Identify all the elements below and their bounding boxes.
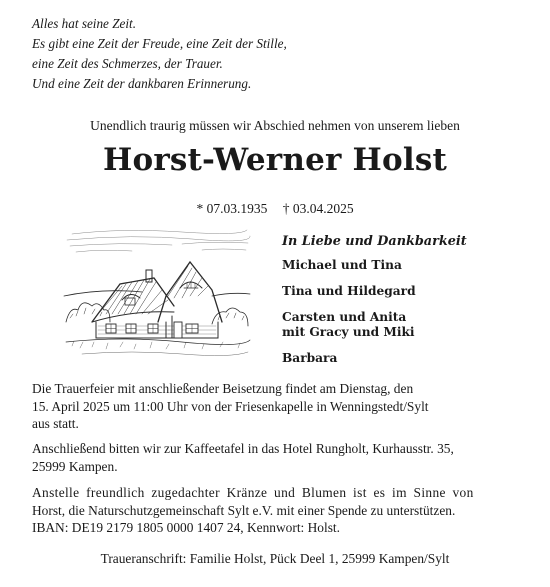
mourner-line: Tina und Hildegard: [282, 284, 416, 298]
mourners-heading: In Liebe und Dankbarkeit: [282, 234, 467, 249]
coffee-line-2: 25999 Kampen.: [32, 458, 118, 474]
donation-line-3: IBAN: DE19 2179 1805 0000 1407 24, Kennwort: Holst.: [32, 520, 340, 535]
mourning-address: Traueranschrift: Familie Holst, Pück Deel 1, 25999 Kampen/Sylt: [100, 551, 450, 566]
poem-line-1: Alles hat seine Zeit.: [32, 16, 137, 31]
poem-line-4: Und eine Zeit der dankbaren Erinnerung.: [32, 76, 252, 91]
mourner-line: Carsten und Anita: [282, 310, 407, 324]
coffee-info: [32, 440, 518, 475]
mourner-group-2: [282, 284, 467, 299]
donation-line-2: Horst, die Naturschutzgemeinschaft Sylt e.V. mit einer Spende zu unterstützen.: [32, 502, 456, 518]
intro-text: Unendlich traurig müssen wir Abschied nehmen von unserem lieben: [90, 118, 460, 133]
funeral-line-2: 15. April 2025 um 11:00 Uhr von der Friesenkapelle in Wenningstedt/Sylt: [32, 398, 429, 414]
mourner-group-1: [282, 258, 467, 273]
mourner-line: Barbara: [282, 351, 338, 365]
mourner-group-3: [282, 310, 467, 340]
deceased-name: Horst-Werner Holst: [102, 142, 448, 178]
mourner-line: mit Gracy und Miki: [282, 325, 415, 339]
donation-line-1: Anstelle freundlich zugedachter Kränze und Blumen ist es im Sinne von: [32, 485, 474, 500]
poem-line-2: Es gibt eine Zeit der Freude, eine Zeit der Stille,: [32, 36, 287, 51]
birth-date: * 07.03.1935: [196, 201, 268, 216]
death-date: † 03.04.2025: [282, 201, 354, 216]
coffee-line-1: Anschließend bitten wir zur Kaffeetafel in das Hotel Rungholt, Kurhausstr. 35,: [32, 441, 454, 456]
mourner-group-4: [282, 351, 467, 366]
donation-info: [32, 484, 518, 537]
poem: [32, 14, 287, 94]
mourners-block: [282, 234, 467, 366]
mourner-line: Michael und Tina: [282, 258, 402, 272]
thatched-house-drawing-icon: [62, 226, 252, 358]
funeral-line-3: aus statt.: [32, 416, 79, 431]
poem-line-3: eine Zeit des Schmerzes, der Trauer.: [32, 56, 223, 71]
life-dates: [0, 201, 550, 217]
funeral-line-1: Die Trauerfeier mit anschließender Beisetzung findet am Dienstag, den: [32, 381, 414, 396]
funeral-info: [32, 380, 518, 433]
